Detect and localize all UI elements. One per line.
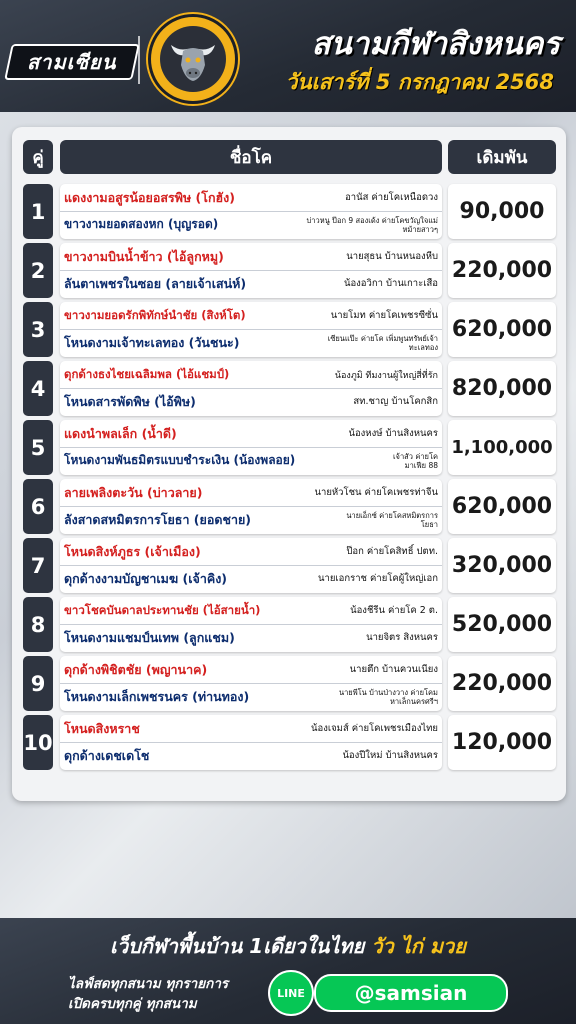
bull-name-b: โหนดงามเจ้าทะเลทอง (วันชนะ) <box>64 335 240 350</box>
pair-number: 5 <box>23 420 53 475</box>
pair-number: 8 <box>23 597 53 652</box>
pair-names <box>60 656 442 711</box>
owner-b: เซียนแป๊ะ ค่ายโค เพิ่มพูนทรัพย์เจ้าทะเลทอง <box>327 333 438 352</box>
pair-number: 7 <box>23 538 53 593</box>
owner-b: นายเอ็กซ์ ค่ายโคสหมิตรการโยธา <box>346 510 438 529</box>
stake-amount: 120,000 <box>448 715 556 770</box>
bull-head-icon <box>165 31 221 87</box>
pair-names <box>60 243 442 298</box>
pair-names <box>60 479 442 534</box>
bull-name-a: แดงงามอสูรน้อยอสรพิษ (โกฮัง) <box>64 190 235 205</box>
bull-name-b: โหนดสารพัดพิษ (ไอ้พิษ) <box>64 394 196 409</box>
table-row <box>12 538 566 593</box>
footer-line-1: ไลฟ์สดทุกสนาม ทุกรายการ <box>68 976 229 992</box>
event-date: วันเสาร์ที่ 5 กรกฎาคม 2568 <box>285 70 554 94</box>
slogan-main: เว็บกีฬาพื้นบ้าน 1เดียวในไทย <box>110 934 365 958</box>
table-row <box>12 479 566 534</box>
pair-number: 9 <box>23 656 53 711</box>
bull-name-a: โหนดสิงหราช <box>64 721 140 736</box>
bull-name-b: โหนดงามแชมป์นเทพ (ลูกแชม) <box>64 630 235 645</box>
table-row <box>12 361 566 416</box>
pair-names <box>60 538 442 593</box>
table-row <box>12 715 566 770</box>
brand-logo[interactable] <box>4 44 140 80</box>
owner-a: น้องภูมิ ทีมงานผู้ใหญ่สี่ที่รัก <box>334 370 438 381</box>
pair-number: 6 <box>23 479 53 534</box>
owner-b: น้องอวิกา บ้านเกาะเสือ <box>343 278 438 289</box>
owner-b: เจ้าสัว ค่ายโคมาเฟีย 88 <box>392 451 438 470</box>
stake-amount: 220,000 <box>448 656 556 711</box>
owner-a: ป๊อก ค่ายโคสิทธิ์ ปตท. <box>346 546 438 557</box>
slogan-highlight: วัว ไก่ มวย <box>371 934 466 958</box>
owner-b: นายพีโน บ้านป่างวาง ค่ายโคมหาเล็กนครศรีฯ <box>338 687 438 706</box>
bull-name-b: โหนดงามเล็กเพชรนคร (ท่านทอง) <box>64 689 250 704</box>
owner-a: น้องเจมส์ ค่ายโคเพชรเมืองไทย <box>311 723 438 734</box>
stake-amount: 90,000 <box>448 184 556 239</box>
line-id-button[interactable]: @samsian <box>314 974 508 1012</box>
footer-banner <box>0 918 576 1024</box>
col-header-stake: เดิมพัน <box>448 140 556 174</box>
table-row <box>12 420 566 475</box>
owner-b: น้องปีใหม่ บ้านสิงหนคร <box>342 750 438 761</box>
pair-number: 2 <box>23 243 53 298</box>
owner-a: น้องหงษ์ บ้านสิงหนคร <box>348 428 438 439</box>
owner-a: นายตึก บ้านควนเนียง <box>349 664 438 675</box>
stake-amount: 220,000 <box>448 243 556 298</box>
bull-name-a: ขาวงามยอดรักพิทักษ์นำชัย (สิงห์โต) <box>64 308 246 322</box>
owner-a: นายโมท ค่ายโคเพชรซีซั่น <box>330 310 438 321</box>
bull-name-b: ดุกด้างงามบัญชาเมฆ (เจ้าคิง) <box>64 571 228 586</box>
brand-divider <box>138 36 140 84</box>
bull-name-a: ดุกด้างพิชิตชัย (พญานาค) <box>64 662 208 677</box>
table-row <box>12 656 566 711</box>
brand-name: สามเซียน <box>27 50 117 74</box>
owner-a: นายหัวโชน ค่ายโคเพชรท่าจีน <box>314 487 438 498</box>
table-row <box>12 184 566 239</box>
pair-names <box>60 420 442 475</box>
owner-a: นายสุธน บ้านหนองหีบ <box>346 251 438 262</box>
bull-name-a: ดุกด้างธงไชยเฉลิมพล (ไอ้แชมป์) <box>64 367 230 381</box>
stake-amount: 320,000 <box>448 538 556 593</box>
bull-logo-icon <box>148 14 238 104</box>
bull-name-a: ขาวงามบินน้ำข้าว (ไอ้ลูกหมู) <box>64 249 224 264</box>
pair-number: 4 <box>23 361 53 416</box>
bull-name-b: ขาวงามยอดสองหก (บุญรอด) <box>64 217 219 231</box>
line-app-icon[interactable]: LINE <box>268 970 314 1016</box>
pair-names <box>60 597 442 652</box>
pair-names <box>60 361 442 416</box>
pair-number: 1 <box>23 184 53 239</box>
stake-amount: 520,000 <box>448 597 556 652</box>
table-row <box>12 302 566 357</box>
owner-a: อานัส ค่ายโคเหนือดวง <box>345 192 438 203</box>
footer-line-2: เปิดครบทุกคู่ ทุกสนาม <box>68 996 197 1012</box>
pair-number: 10 <box>23 715 53 770</box>
bull-name-a: ขาวโชคบันดาลประทานชัย (ไอ้สายน้ำ) <box>64 603 261 617</box>
table-row <box>12 243 566 298</box>
pair-number: 3 <box>23 302 53 357</box>
owner-a: น้องชีรีน ค่ายโค 2 ต. <box>350 605 438 616</box>
owner-b: บ่าวหนู ป๊อก 9 สองเด้ง ค่ายโคขวัญใจแม่หม้ายสาวๆ <box>306 215 438 234</box>
pair-names <box>60 184 442 239</box>
stake-amount: 620,000 <box>448 479 556 534</box>
bull-name-a: แดงนำพลเล็ก (น้ำดี) <box>64 426 177 441</box>
stake-amount: 1,100,000 <box>448 420 556 475</box>
bull-name-b: ลันตาเพชรในซอย (ลายเจ้าเสน่ห์) <box>64 276 247 291</box>
pair-names <box>60 715 442 770</box>
bull-name-b: โหนดงามพันธมิตรแบบชำระเงิน (น้องพลอย) <box>64 453 296 467</box>
owner-b: นายจิตร สิงหนคร <box>366 632 438 643</box>
stake-amount: 620,000 <box>448 302 556 357</box>
owner-b: นายเอกราช ค่ายโคผู้ใหญ่เอก <box>318 573 438 584</box>
col-header-pair: คู่ <box>23 140 53 174</box>
bull-name-a: โหนดสิงห์ภูธร (เจ้าเมือง) <box>64 544 201 559</box>
page-title: สนามกีฬาสิงหนคร <box>311 26 560 62</box>
owner-b: สท.ชาญ บ้านโคกสิก <box>353 396 438 407</box>
pair-names <box>60 302 442 357</box>
bull-name-b: ดุกด้างเดชเดโช <box>64 748 150 763</box>
match-table <box>12 127 566 801</box>
stake-amount: 820,000 <box>448 361 556 416</box>
table-row <box>12 597 566 652</box>
col-header-names: ชื่อโค <box>60 140 442 174</box>
bull-name-b: ลังสาดสหมิตรการโยธา (ยอดชาย) <box>64 512 252 527</box>
footer-slogan <box>0 930 576 962</box>
bull-name-a: ลายเพลิงตะวัน (บ่าวลาย) <box>64 485 203 500</box>
header-banner <box>0 0 576 112</box>
